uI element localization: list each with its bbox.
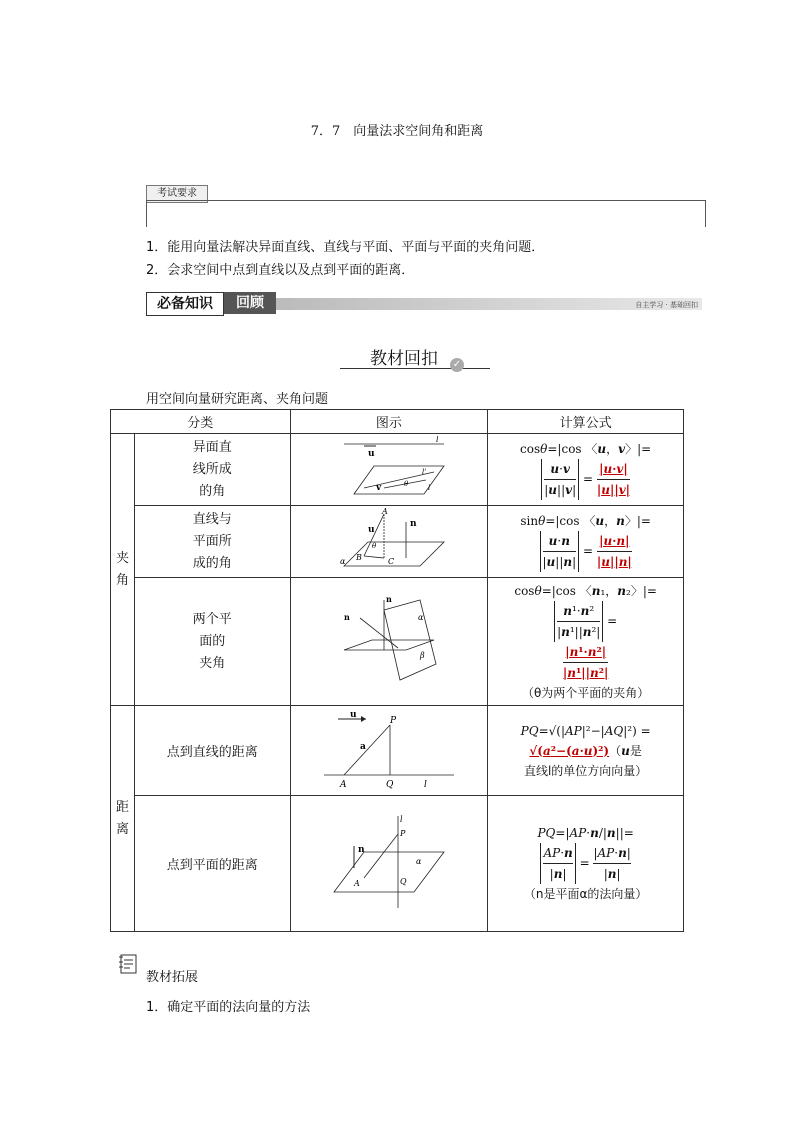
row-name-cell: [134, 506, 290, 578]
diagram-cell: [290, 434, 488, 506]
svg-text:a: a: [359, 741, 366, 752]
svg-text:A: A: [353, 878, 360, 888]
extension-item: 1．确定平面的法向量的方法: [146, 1000, 311, 1015]
group-distance-label: 距离: [115, 799, 129, 837]
table-row: [111, 434, 684, 506]
table-header-row: [111, 410, 684, 434]
diagram-cell: [290, 578, 488, 706]
extension-title: 教材拓展: [146, 970, 199, 985]
row-name-line: 的角: [199, 483, 226, 499]
formula-cell: PQ=|AP·n/|n||= $\frac{AP\cdot n}{|n|}$ = $\frac{|AP\cdot n|}{|n|}$ （n是平面α的法向量）: [488, 796, 684, 932]
skew-lines-diagram: [324, 436, 454, 500]
svg-text:β: β: [419, 650, 425, 660]
svg-text:C: C: [387, 556, 395, 566]
row-name-line: 线所成: [192, 461, 232, 477]
diagram-cell: [290, 506, 488, 578]
svg-text:α: α: [415, 856, 422, 866]
table-row: [111, 506, 684, 578]
banner-left: 必备知识: [146, 292, 224, 316]
formula-note: （n是平面α的法向量）: [523, 887, 648, 901]
intro-text: 用空间向量研究距离、夹角问题: [146, 392, 329, 407]
svg-text:l: l: [427, 483, 431, 492]
row-name-cell: 点到直线的距离: [134, 706, 290, 796]
line-plane-diagram: [324, 508, 454, 572]
svg-text:Q: Q: [385, 779, 394, 789]
svg-text:n: n: [343, 611, 350, 622]
svg-text:Q: Q: [399, 876, 407, 886]
formula-note: （θ为两个平面的夹角）: [521, 685, 650, 700]
notebook-icon: [118, 952, 140, 976]
formula-note: 直线l的单位方向向量）: [523, 763, 648, 778]
group-angle-label: 夹角: [115, 550, 129, 588]
formula-cell: sinθ=|cos 〈u，n〉|= $\frac{u\cdot n}{|u||n|}$ = $\frac{|u\cdot n|}{|u||n|}$: [488, 506, 684, 578]
row-name-cell: [134, 578, 290, 706]
formula-table: [110, 409, 684, 932]
row-name-cell: 点到平面的距离: [134, 796, 290, 932]
header-diagram: 图示: [290, 410, 488, 434]
table-row: [111, 796, 684, 932]
page-title: 7．7 向量法求空间角和距离: [310, 124, 484, 139]
banner-right: 回顾: [224, 292, 276, 314]
formula-cell: PQ=√(|AP|²−|AQ|²) = √(a²−(a·u)²)（u是 直线l的单位方向向量）: [488, 706, 684, 796]
svg-text:l: l: [435, 435, 439, 444]
row-name-line: 直线与: [192, 511, 232, 527]
section-underline: [340, 368, 490, 369]
exam-requirements-tab: 考试要求: [146, 185, 208, 203]
svg-text:v: v: [375, 482, 382, 493]
point-plane-diagram: [324, 812, 454, 912]
row-name-cell: [134, 434, 290, 506]
diagram-cell: [290, 796, 488, 932]
row-name-line: 异面直: [192, 439, 232, 455]
table-row: [111, 706, 684, 796]
row-name-line: 面的: [199, 633, 226, 649]
section-banner: [146, 292, 702, 314]
group-distance-cell: [111, 706, 135, 932]
diagram-cell: [290, 706, 488, 796]
svg-text:n: n: [357, 844, 365, 855]
svg-text:n: n: [409, 518, 417, 529]
svg-text:θ: θ: [403, 479, 409, 488]
requirement-item: 2．会求空间中点到直线以及点到平面的距离．: [146, 263, 415, 278]
svg-text:l: l: [399, 814, 403, 824]
row-name-line: 夹角: [199, 655, 226, 671]
row-name-line: 平面所: [192, 533, 232, 549]
svg-text:θ: θ: [371, 541, 377, 550]
section-heading: [340, 342, 490, 370]
formula-cell: cosθ=|cos 〈n₁，n₂〉|= $\frac{\text{n¹·n²}}{\text{|n¹||n²|}}$ = $\frac{\text{|n¹·n²|}}{\text{|n¹||n²|}}$ （θ为两个平面的夹角）: [488, 578, 684, 706]
point-line-diagram: [324, 709, 454, 789]
svg-text:l: l: [423, 779, 427, 789]
formula-cell: cosθ=|cos 〈u，v〉|= $\frac{u\cdot v}{|u||v|}$ = $\frac{|u\cdot v|}{|u||v|}$: [488, 434, 684, 506]
svg-text:α: α: [339, 556, 346, 566]
svg-text:n: n: [385, 593, 392, 604]
header-category: 分类: [111, 410, 291, 434]
banner-tag: 自主学习 · 基础回扣: [635, 301, 698, 309]
svg-text:P: P: [389, 715, 396, 726]
dihedral-diagram: [324, 590, 454, 690]
requirements-box: [146, 200, 706, 227]
svg-text:u: u: [367, 524, 375, 535]
svg-text:α: α: [417, 612, 424, 622]
svg-text:P: P: [399, 828, 406, 838]
section-title: 教材回扣: [370, 349, 438, 369]
svg-text:A: A: [339, 779, 347, 789]
svg-text:u: u: [349, 709, 357, 720]
row-name-line: 成的角: [192, 555, 232, 571]
check-icon: ✓: [450, 358, 464, 372]
svg-text:u: u: [367, 448, 375, 459]
header-formula: 计算公式: [488, 410, 684, 434]
group-angle-cell: [111, 434, 135, 706]
svg-text:l': l': [421, 467, 427, 476]
requirement-item: 1．能用向量法解决异面直线、直线与平面、平面与平面的夹角问题．: [146, 240, 545, 255]
row-name-line: 两个平: [192, 611, 232, 627]
svg-text:B: B: [355, 552, 362, 562]
svg-text:A: A: [381, 507, 388, 516]
table-row: [111, 578, 684, 706]
